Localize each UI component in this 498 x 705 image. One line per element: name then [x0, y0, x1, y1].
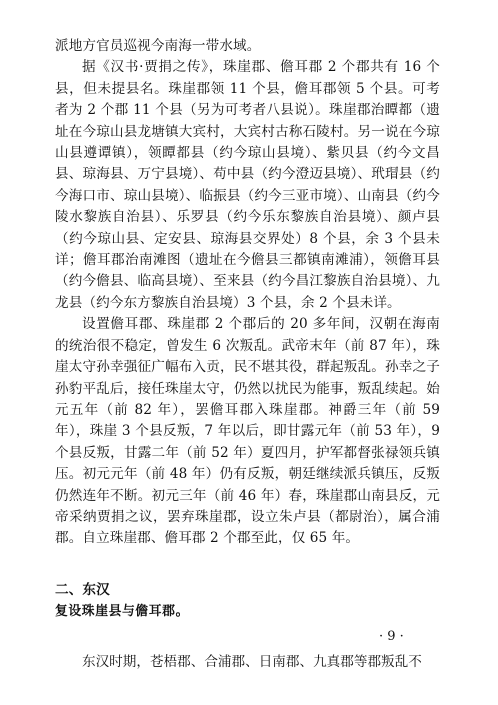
section-subheading: 复设珠崖县与儋耳郡。 — [55, 604, 189, 620]
paragraph-eastern-han-start: 东汉时期，苍梧郡、合浦郡、日南郡、九真郡等郡叛乱不 — [82, 654, 422, 670]
section-heading: 二、东汉 — [55, 581, 110, 598]
page-number: · 9 · — [379, 629, 404, 644]
paragraph-rebellions: 设置儋耳郡、珠崖郡 2 个郡后的 20 多年间，汉朝在海南的统治很不稳定，曾发生 6 次叛乱。武帝末年（前 87 年），珠崖太守孙幸强征广幅布入贡，民不堪其役，群起叛乱。孙幸之子孙豹平乱后，接任珠崖太守，仍然以扰民为能事，叛乱续起。始元五年（前 82 年），罢儋耳郡入珠崖郡。神爵三年（前 59 年），珠崖 3 个县反叛，7 年以后，即甘露元年（前 53 年），9 个县反叛，甘露二年（前 52 年）夏四月，护军都督张禄领兵镇压。初元元年（前 48 年）仍有反叛，朝廷继续派兵镇压，反叛仍然连年不断。初元三年（前 46 年）春，珠崖郡山南县反，元帝采纳贾捐之议，罢弃珠崖郡，设立朱卢县（都尉治），属合浦郡。自立珠崖郡、儋耳郡 2 个郡至此，仅 65 年。 — [55, 316, 440, 547]
paragraph-continuation: 派地方官员巡视今南海一带水域。 — [55, 38, 261, 54]
paragraph-county-list: 据《汉书·贾捐之传》，珠崖郡、儋耳郡 2 个郡共有 16 个县，但未提县名。珠崖郡领 11 个县，儋耳郡领 5 个县。可考者为 2 个郡 11 个县（另为可考者八县说）。珠崖郡治瞫都（遗址在今琼山县龙塘镇大宾村，大宾村古称石陵村。另一说在今琼山县遵谭镇），领瞫都县（约今琼山县境）、紫贝县（约今文昌县、琼海县、万宁县境）、苟中县（约今澄迈县境）、玳瑁县（约今海口市、琼山县境）、临振县（约今三亚市境）、山南县（约今陵水黎族自治县）、乐罗县（约今乐东黎族自治县境）、颜卢县（约今琼山县、定安县、琼海县交界处）8 个县，余 3 个县未详；儋耳郡治南滩图（遗址在今儋县三都镇南滩浦），领儋耳县（约今儋县、临高县境）、至来县（约今昌江黎族自治县境）、九龙县（约今东方黎族自治县境）3 个县，余 2 个县未详。 — [55, 59, 440, 311]
body-text — [55, 36, 440, 623]
